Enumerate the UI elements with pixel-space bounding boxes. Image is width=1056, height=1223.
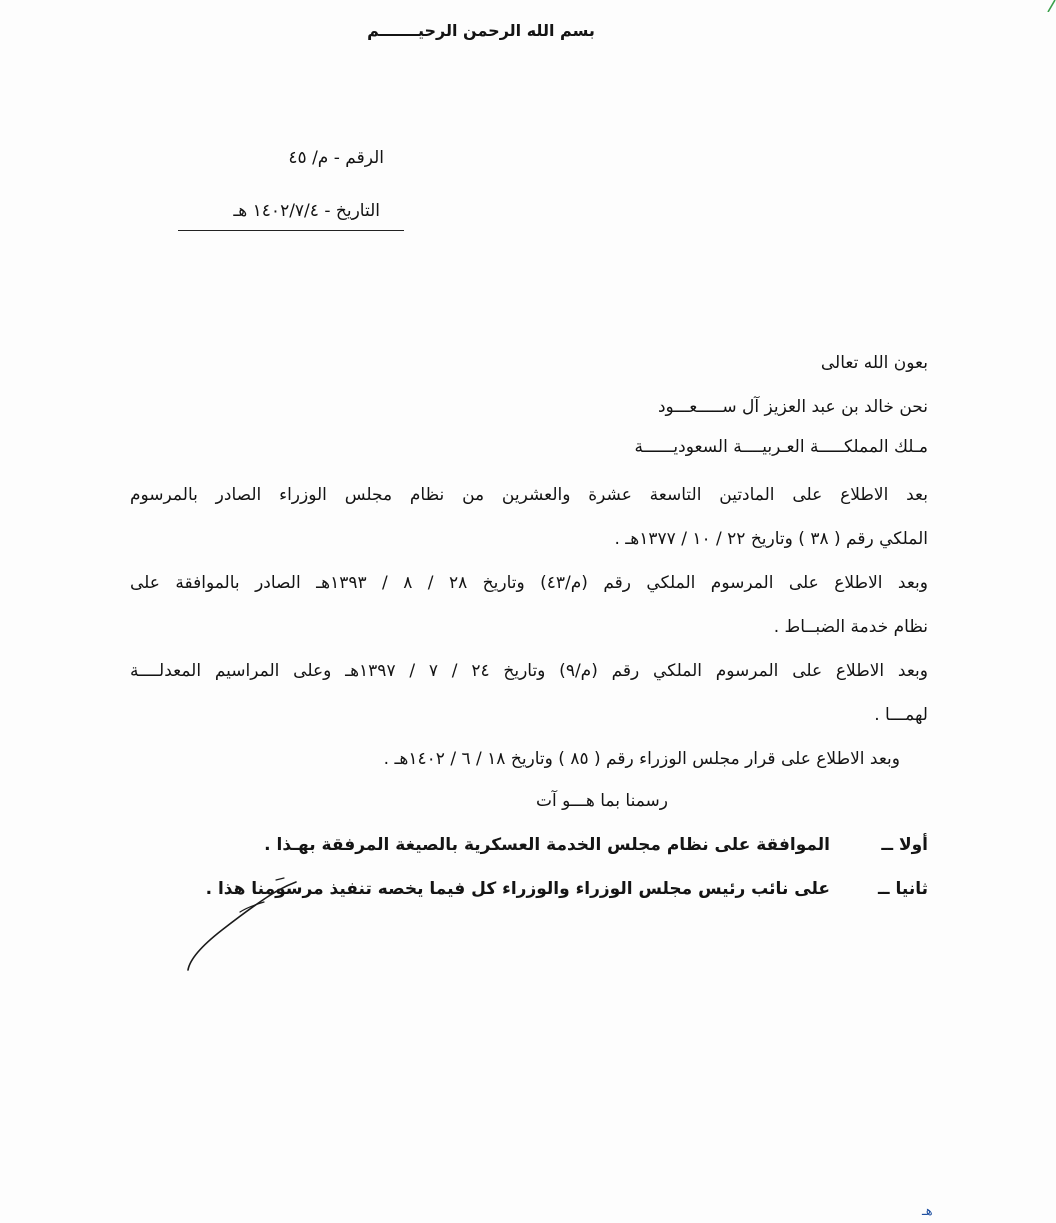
- paragraph-2-line-2: نظام خدمة الضبــاط .: [773, 617, 928, 637]
- handwritten-signature: [180, 872, 300, 982]
- page-mark: هـ: [922, 1204, 933, 1219]
- paragraph-1-line-2: الملكي رقم ( ٣٨ ) وتاريخ ٢٢ / ١٠ / ١٣٧٧هـ .: [614, 529, 928, 549]
- item-1-label: أولا ــ: [881, 835, 928, 855]
- invocation-line: بعون الله تعالى: [820, 353, 928, 373]
- paragraph-4: وبعد الاطلاع على قرار مجلس الوزراء رقم ( ٨٥ ) وتاريخ ١٨ / ٦ / ١٤٠٢هـ .: [383, 749, 900, 769]
- decree-intro: رسمنا بما هـــو آت: [536, 791, 668, 811]
- reference-number: الرقم - م/ ٤٥: [288, 148, 384, 168]
- basmala-header: بسم الله الرحمن الرحيـــــــم: [367, 21, 595, 40]
- document-date: التاريخ - ١٤٠٢/٧/٤ هـ: [233, 201, 380, 221]
- title-line: مـلك المملكـــــة العـربيــــة السعوديــــــة: [634, 437, 928, 457]
- paragraph-3-line-2: لهمـــا .: [874, 705, 928, 725]
- date-underline: [178, 230, 404, 231]
- item-2-label: ثانيا ــ: [877, 879, 928, 899]
- paragraph-2-line-1: وبعد الاطلاع على المرسوم الملكي رقم (م/٤٣) وتاريخ ٢٨ / ٨ / ١٣٩٣هـ الصادر بالموافقة على: [130, 573, 928, 593]
- issuer-line: نحن خالد بن عبد العزيز آل ســـــعـــود: [657, 397, 928, 417]
- paragraph-1-line-1: بعد الاطلاع على المادتين التاسعة عشرة والعشرين من نظام مجلس الوزراء الصادر بالمرسوم: [130, 485, 928, 505]
- paragraph-3-line-1: وبعد الاطلاع على المرسوم الملكي رقم (م/٩) وتاريخ ٢٤ / ٧ / ١٣٩٧هـ وعلى المراسيم المعدلــــة: [130, 661, 928, 681]
- item-2-text: على نائب رئيس مجلس الوزراء والوزراء كل فيما يخصه تنفيذ مرسومنا هذا .: [205, 879, 830, 899]
- corner-mark: [1046, 0, 1056, 12]
- item-1-text: الموافقة على نظام مجلس الخدمة العسكرية بالصيغة المرفقة بهـذا .: [264, 835, 830, 855]
